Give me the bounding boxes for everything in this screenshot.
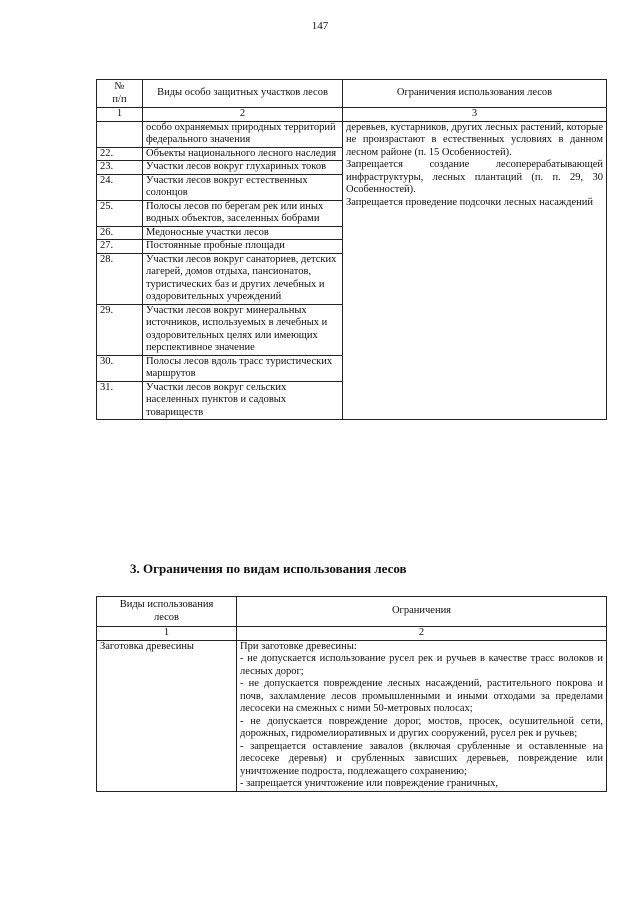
row-area-type: Объекты национального лесного наследия <box>143 147 343 161</box>
row-area-type: Полосы лесов по берегам рек или иных водных объектов, заселенных бобрами <box>143 200 343 226</box>
col-number: 2 <box>143 108 343 122</box>
restriction-paragraph: - не допускается использование русел рек и ручьев в качестве трасс волоков и лесных дорог; <box>240 653 603 677</box>
restriction-paragraph: - запрещается оставление завалов (включая срубленные и оставленные на лесосеке деревья) и срубленных зависших деревьев, повреждение или уничтожение подроста, подлежащего сохранению; <box>240 740 603 777</box>
row-number: 22. <box>97 147 143 161</box>
restriction-paragraph: При заготовке древесины: <box>240 640 357 652</box>
row-number: 28. <box>97 253 143 304</box>
protective-areas-table <box>96 79 607 420</box>
row-number: 29. <box>97 304 143 355</box>
restrictions-cell <box>343 121 607 420</box>
column-number-row <box>97 108 607 122</box>
page-number: 147 <box>311 20 329 32</box>
row-area-type: Постоянные пробные площади <box>143 240 343 254</box>
header-restrictions: Ограничения использования лесов <box>343 80 607 108</box>
row-area-type: Участки лесов вокруг сельских населенных пунктов и садовых товариществ <box>143 381 343 420</box>
row-number: 27. <box>97 240 143 254</box>
forest-use-restrictions-table <box>96 596 607 792</box>
row-area-type: особо охраняемых природных территорий федерального значения <box>143 121 343 147</box>
restriction-paragraph: деревьев, кустарников, других лесных растений, которые не произрастают в естественных условиях в данном лесном районе (п. 15 Особенностей). <box>346 121 603 158</box>
row-number: 25. <box>97 200 143 226</box>
restriction-paragraph: - не допускается повреждение дорог, мостов, просек, осушительной сети, дорожных, гидромелиоративных и других сооружений, русел рек и ручьев; <box>240 715 603 739</box>
table-row <box>97 640 607 791</box>
row-number: 24. <box>97 174 143 200</box>
restriction-paragraph: Запрещается проведение подсочки лесных насаждений <box>346 196 594 208</box>
row-number: 23. <box>97 161 143 175</box>
header-use-type: Виды использования лесов <box>97 597 237 627</box>
section-heading: 3. Ограничения по видам использования лесов <box>130 561 407 576</box>
row-number: 26. <box>97 226 143 240</box>
row-number: 30. <box>97 355 143 381</box>
column-number-row <box>97 627 607 641</box>
col-number: 3 <box>343 108 607 122</box>
row-number <box>97 121 143 147</box>
restriction-paragraph: - запрещается уничтожение или повреждение граничных, <box>240 778 498 789</box>
col-number: 1 <box>97 108 143 122</box>
use-type-cell: Заготовка древесины <box>97 640 237 791</box>
row-area-type: Участки лесов вокруг минеральных источников, используемых в лечебных и оздоровительных целях или имеющих перспективное значение <box>143 304 343 355</box>
row-area-type: Медоносные участки лесов <box>143 226 343 240</box>
header-restrictions: Ограничения <box>237 597 607 627</box>
restriction-paragraph: - не допускается повреждение лесных насаждений, растительного покрова и почв, захламление лесов промышленными и иными отходами за пределами лесосеки на смежных с ними 50-метровых полосах; <box>240 678 603 714</box>
col-number: 1 <box>97 627 237 641</box>
row-area-type: Полосы лесов вдоль трасс туристических маршрутов <box>143 355 343 381</box>
restriction-paragraph: Запрещается создание лесоперерабатывающей инфраструктуры, лесных плантаций (п. п. 29, 30 Особенностей). <box>346 159 603 195</box>
row-area-type: Участки лесов вокруг санаториев, детских лагерей, домов отдыха, пансионатов, туристических баз и других лечебных и оздоровительных учреждений <box>143 253 343 304</box>
use-restrictions-cell <box>237 640 607 791</box>
table-header-row <box>97 597 607 627</box>
header-area-type: Виды особо защитных участков лесов <box>143 80 343 108</box>
header-number: № п/п <box>97 80 143 108</box>
table-header-row <box>97 80 607 108</box>
col-number: 2 <box>237 627 607 641</box>
row-area-type: Участки лесов вокруг глухариных токов <box>143 161 343 175</box>
row-number: 31. <box>97 381 143 420</box>
row-area-type: Участки лесов вокруг естественных солонцов <box>143 174 343 200</box>
table-row <box>97 121 607 147</box>
